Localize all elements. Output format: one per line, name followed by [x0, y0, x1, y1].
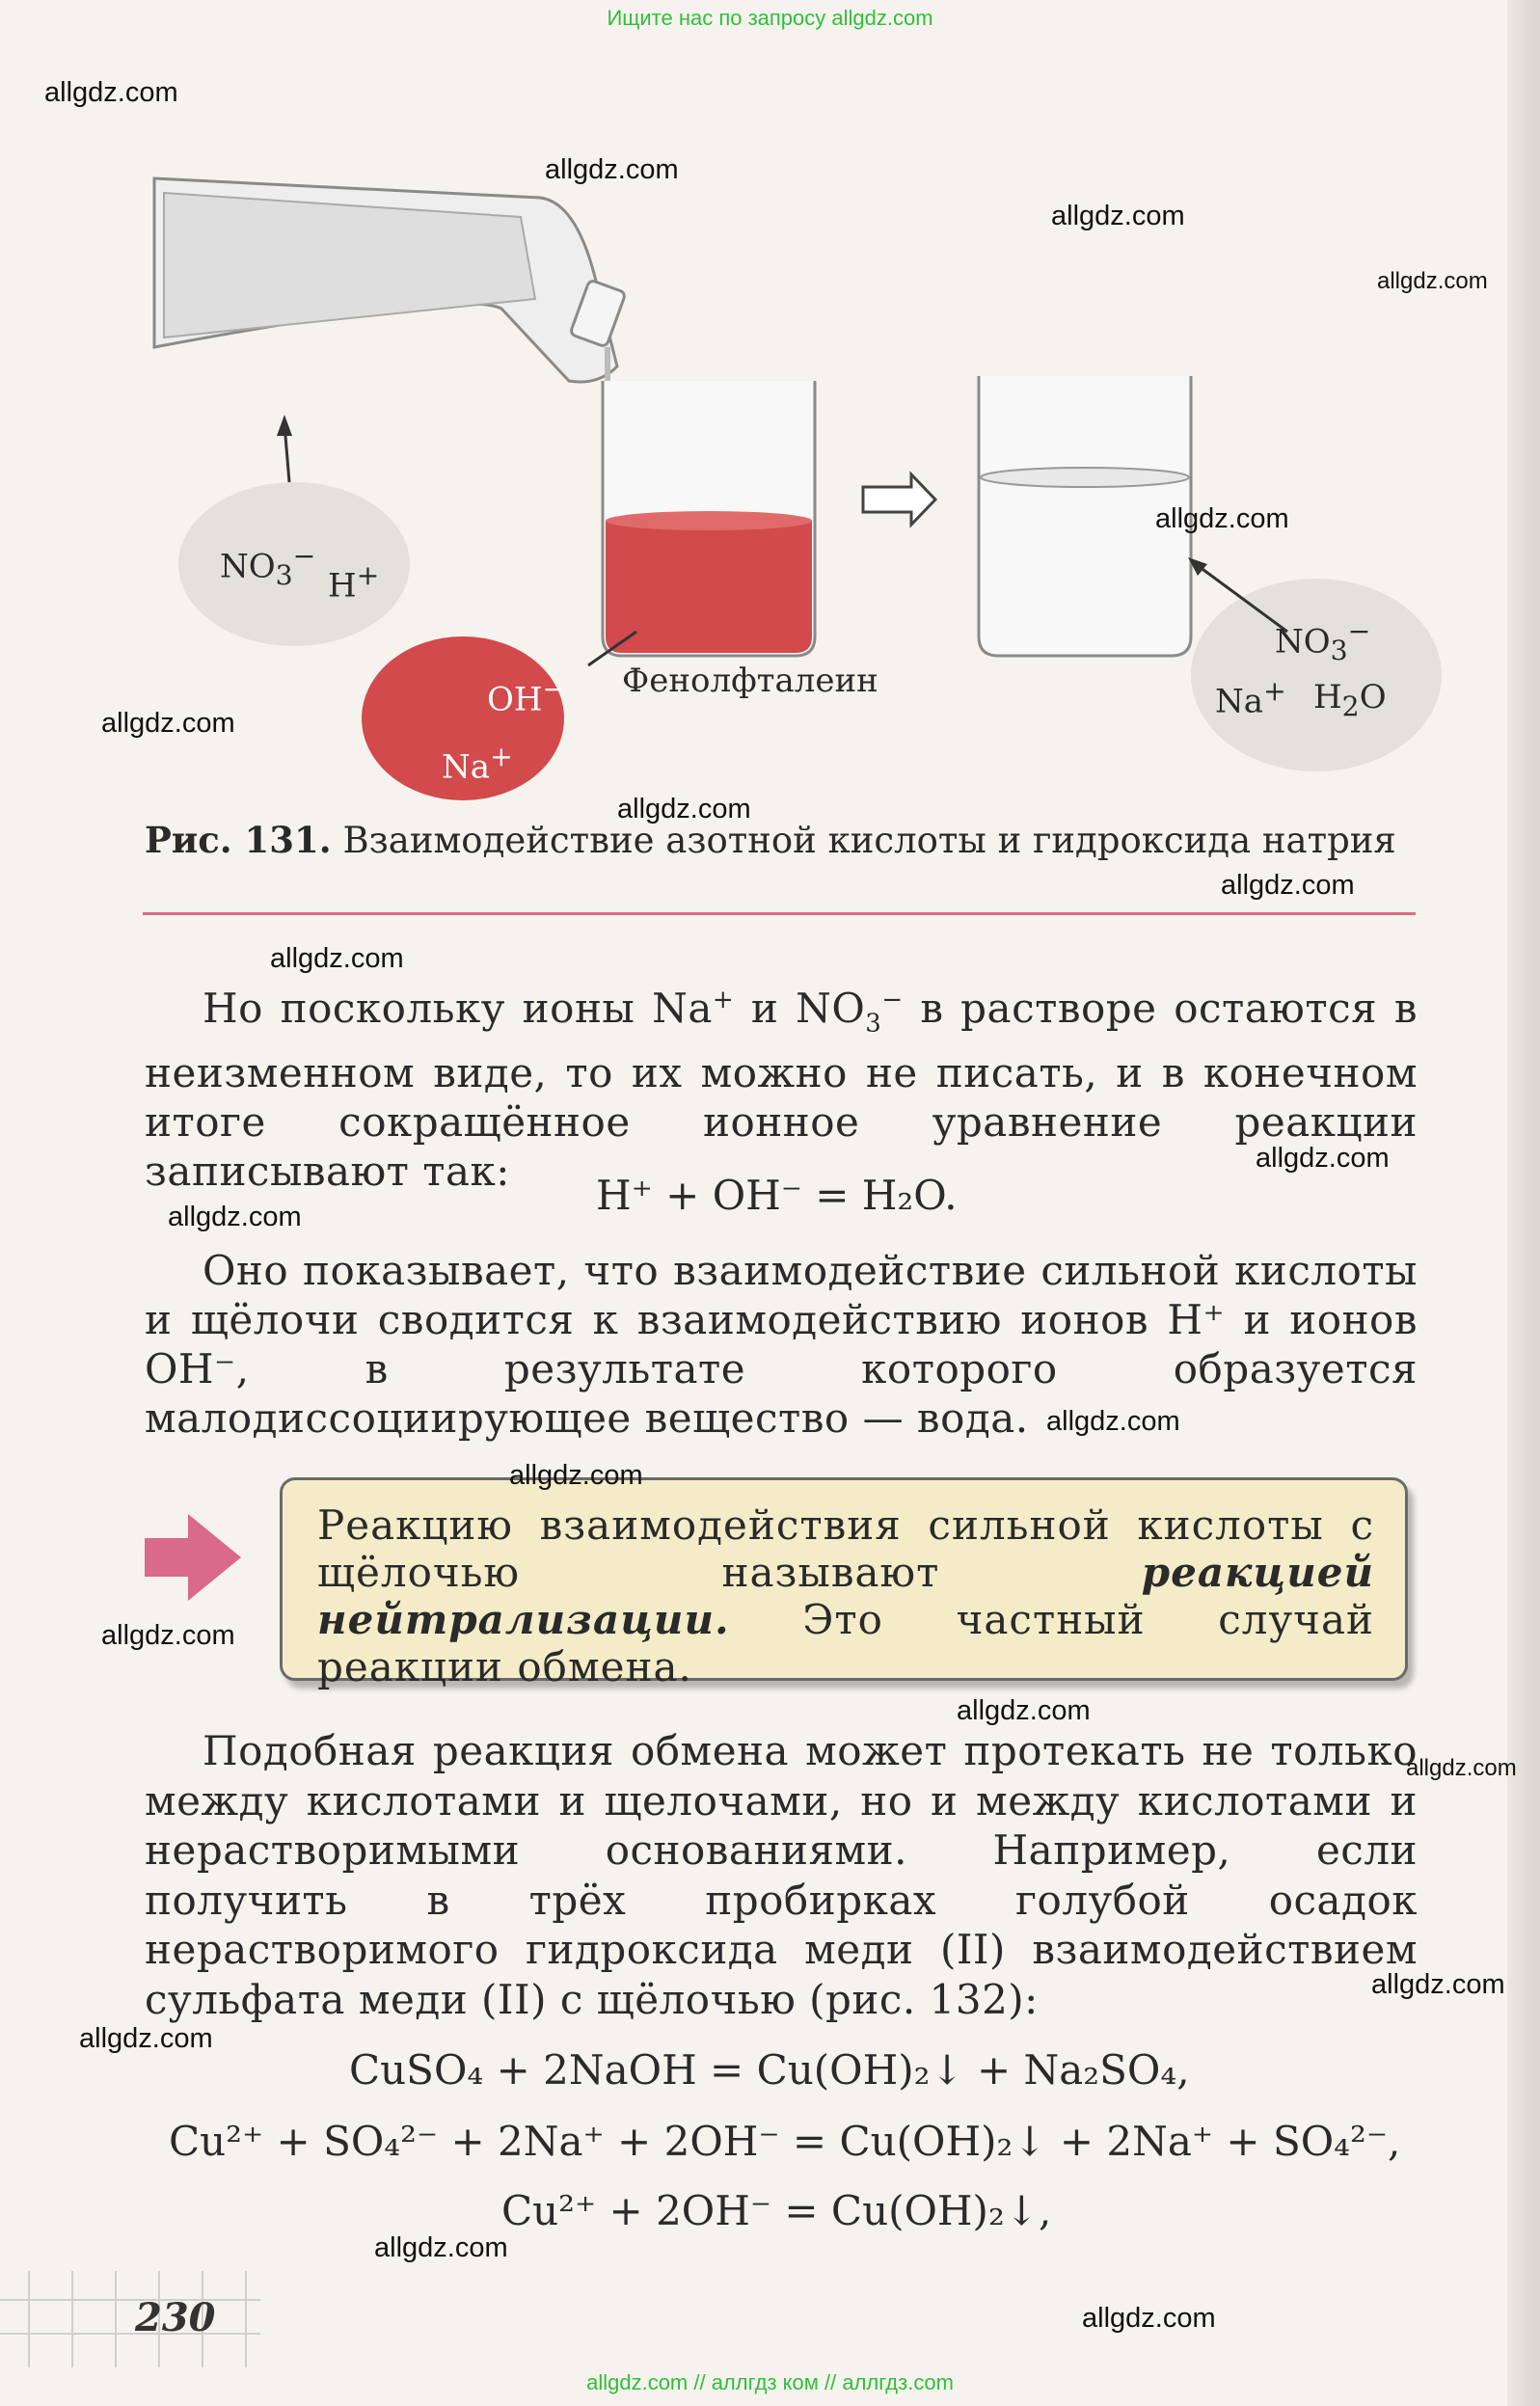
- ion-label-h-left: H+: [328, 559, 380, 606]
- watermark[interactable]: allgdz.com: [101, 708, 235, 739]
- watermark[interactable]: allgdz.com: [617, 794, 751, 825]
- caption-label: Рис. 131.: [145, 819, 332, 861]
- watermark[interactable]: allgdz.com: [1406, 1755, 1517, 1781]
- ion-label-h2o-right: $H_2O$: [1313, 678, 1387, 722]
- margin-grid: [0, 2271, 260, 2367]
- watermark[interactable]: allgdz.com: [1051, 201, 1185, 231]
- watermark[interactable]: allgdz.com: [79, 2023, 213, 2054]
- page-number: 230: [135, 2295, 216, 2340]
- ion-label-na-bottom: Na+: [442, 741, 513, 787]
- equation-molecular: CuSO₄ + 2NaOH = Cu(OH)₂↓ + Na₂SO₄,: [349, 2046, 1190, 2094]
- watermark[interactable]: allgdz.com: [1155, 503, 1289, 534]
- paragraph-1: Но поскольку ионы Na+ и $NO_3^-$ в растворе остаются в неизменном виде, то их можно не писать, и в конечном итоге сокращённое ионное уравнение реакции записывают так:: [145, 985, 1418, 1196]
- ion-label-oh: OH−: [487, 673, 566, 719]
- caption-text: Взаимодействие азотной кислоты и гидроксида натрия: [342, 820, 1396, 861]
- watermark[interactable]: allgdz.com: [545, 154, 679, 185]
- bottom-banner[interactable]: allgdz.com // аллгдз ком // аллгдз.com: [586, 2370, 954, 2394]
- figure-caption: [145, 818, 1427, 863]
- bottle: [154, 178, 626, 382]
- watermark[interactable]: allgdz.com: [509, 1460, 643, 1491]
- definition-text: Реакцию взаимодействия сильной кислоты с щёлочью называют реакцией нейтрализации. Это частный случай реакции обмена.: [317, 1501, 1374, 1690]
- beaker-with-indicator: [603, 381, 815, 656]
- watermark[interactable]: allgdz.com: [1046, 1406, 1180, 1437]
- watermark[interactable]: allgdz.com: [101, 1620, 235, 1651]
- figure-131-illustration: [0, 0, 1540, 926]
- ion-label-no3-right: $NO_3^-$: [1275, 615, 1371, 667]
- paragraph-3: Подобная реакция обмена может протекать не только между кислотами и щелочами, но и между кислотами и нерастворимыми основаниями. Например, если получить в трёх пробирках голубой осадок нерастворимого гидроксида меди (II) взаимодействием сульфата меди (II) с щёлочью (рис. 132):: [145, 1727, 1418, 2023]
- equation-short-ionic: Cu²⁺ + 2OH⁻ = Cu(OH)₂↓,: [501, 2187, 1052, 2234]
- ion-label-no3-left: $NO_3^-$: [220, 540, 316, 592]
- definition-box: [280, 1477, 1408, 1690]
- reaction-arrow: [863, 474, 935, 525]
- pointer-arrow-icon: [135, 1504, 251, 1610]
- ion-label-na-right: Na+: [1215, 675, 1286, 721]
- watermark[interactable]: allgdz.com: [957, 1695, 1091, 1726]
- indicator-label: Фенолфталеин: [622, 662, 878, 700]
- watermark[interactable]: allgdz.com: [1221, 870, 1355, 901]
- watermark[interactable]: allgdz.com: [270, 943, 404, 974]
- watermark[interactable]: allgdz.com: [374, 2232, 508, 2263]
- watermark[interactable]: allgdz.com: [1371, 1969, 1505, 2000]
- top-banner[interactable]: Ищите нас по запросу allgdz.com: [607, 6, 933, 30]
- equation-full-ionic: Cu²⁺ + SO₄²⁻ + 2Na⁺ + 2OH⁻ = Cu(OH)₂↓ + 2Na⁺ + SO₄²⁻,: [169, 2118, 1401, 2165]
- watermark[interactable]: allgdz.com: [1256, 1143, 1390, 1174]
- watermark[interactable]: allgdz.com: [168, 1202, 302, 1232]
- equation-water: H⁺ + OH⁻ = H₂O.: [596, 1172, 958, 1219]
- paragraph-2: Оно показывает, что взаимодействие сильной кислоты и щёлочи сводится к взаимодействию ионов H⁺ и ионов OH⁻, в результате которого образуется малодиссоциирующее вещество — вода.: [145, 1247, 1418, 1442]
- caption-divider: [143, 912, 1416, 915]
- watermark[interactable]: allgdz.com: [1377, 268, 1488, 294]
- watermark[interactable]: allgdz.com: [44, 77, 178, 108]
- watermark[interactable]: allgdz.com: [1082, 2303, 1216, 2334]
